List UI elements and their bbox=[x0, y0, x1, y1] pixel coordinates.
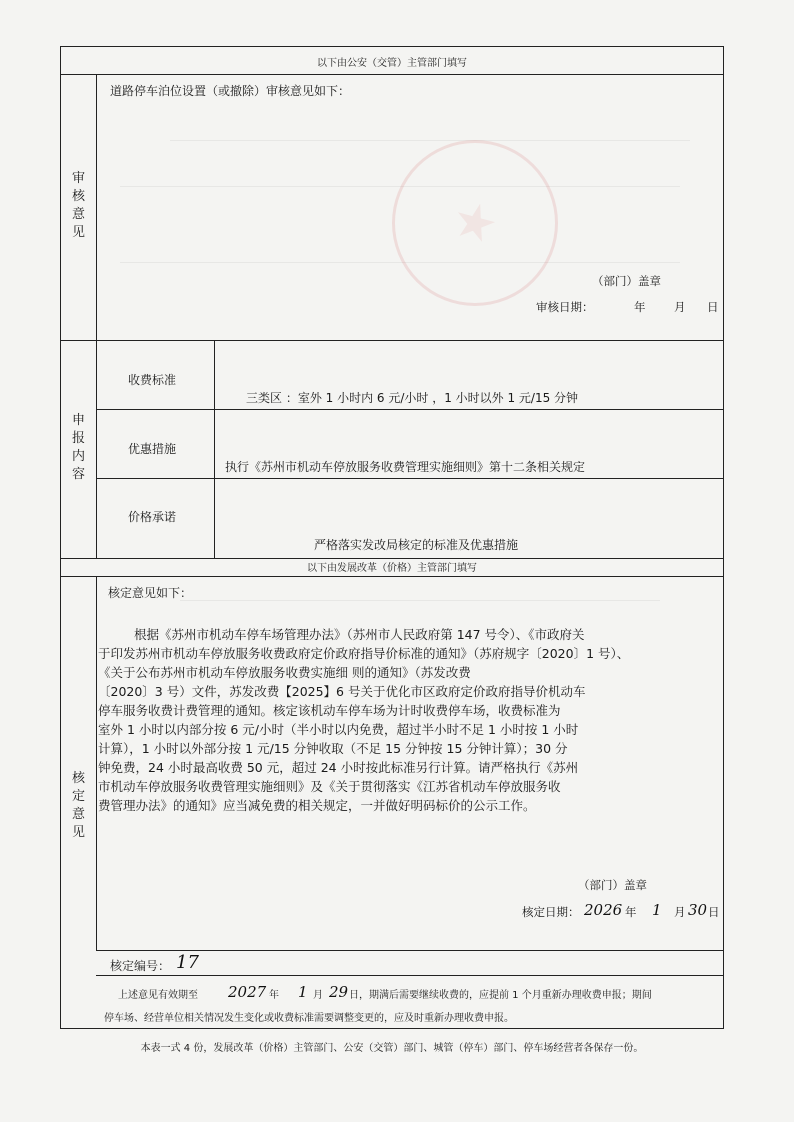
approval-body-line: 〔2020〕3 号）文件，苏发改费【2025】6 号关于优化市区政府定价政府指导价机动车 bbox=[98, 684, 586, 699]
application-side-divider bbox=[96, 340, 97, 558]
review-date-day: 日 bbox=[707, 300, 719, 314]
bleed-through-line bbox=[170, 140, 690, 141]
review-stamp-label: （部门）盖章 bbox=[592, 274, 661, 288]
divider-above-price-header bbox=[60, 558, 724, 559]
validity-day-value: 29 bbox=[329, 983, 349, 1001]
review-side-divider bbox=[96, 74, 97, 340]
divider-above-footer bbox=[96, 950, 724, 951]
divider-above-application bbox=[60, 340, 724, 341]
approval-date-year-value: 2026 bbox=[584, 901, 623, 919]
validity-month-unit: 月 bbox=[313, 990, 323, 1001]
approval-body-line: 于印发苏州市机动车停放服务收费政府定价政府指导价标准的通知》（苏府规字〔2020〕1 号）、 bbox=[98, 646, 630, 661]
discount-value: 执行《苏州市机动车停放服务收费管理实施细则》第十二条相关规定 bbox=[225, 460, 586, 474]
approval-body-line: 费管理办法》的通知》应当减免费的相关规定，一并做好明码标价的公示工作。 bbox=[98, 798, 536, 813]
approval-body-line: 室外 1 小时以内部分按 6 元/小时（半小时以内免费，超过半小时不足 1 小时按 1 小时 bbox=[98, 722, 579, 737]
approval-stamp-label: （部门）盖章 bbox=[578, 878, 647, 892]
frame-bottom-border bbox=[60, 1028, 724, 1029]
divider-under-police-header bbox=[60, 74, 724, 75]
section-header-police: 以下由公安（交管）主管部门填写 bbox=[317, 58, 467, 69]
approval-body-line: 《关于公布苏州市机动车停放服务收费实施细 则的通知》（苏发改费 bbox=[98, 665, 471, 680]
bleed-through-stamp bbox=[392, 140, 558, 306]
fee-standard-value: 三类区 ：室外 1 小时内 6 元/小时 ，1 小时以外 1 元/15 分钟 bbox=[246, 391, 579, 405]
approval-body-line: 停车服务收费计费管理的通知。核定该机动车停车场为计时收费停车场，收费标准为 bbox=[98, 703, 561, 718]
price-promise-value: 严格落实发改局核定的标准及优惠措施 bbox=[314, 538, 519, 552]
approval-date-day-unit: 日 bbox=[708, 905, 720, 919]
price-promise-label: 价格承诺 bbox=[128, 510, 177, 524]
bleed-through-line bbox=[120, 262, 680, 263]
approval-body-line: 根据《苏州市机动车停车场管理办法》（苏州市人民政府第 147 号令）、《市政府关 bbox=[134, 627, 585, 642]
application-row-divider bbox=[96, 478, 724, 479]
validity-year-value: 2027 bbox=[228, 983, 267, 1001]
approval-side-label: 核定意见 bbox=[72, 771, 86, 840]
discount-label: 优惠措施 bbox=[128, 442, 177, 456]
validity-suffix: 日，期满后需要继续收费的，应提前 1 个月重新办理收费申报；期间 bbox=[349, 990, 652, 1001]
approval-side-divider bbox=[96, 576, 97, 950]
approval-body-line: 市机动车停放服务收费管理实施细则》及《关于贯彻落实《江苏省机动车停放服务收 bbox=[98, 779, 561, 794]
frame-top-border bbox=[60, 46, 724, 47]
approval-date-month-unit: 月 bbox=[674, 905, 686, 919]
application-side-label: 申报内容 bbox=[72, 413, 86, 482]
copies-note: 本表一式 4 份，发展改革（价格）主管部门、公安（交管）部门、城管（停车）部门、停车场经营者各保存一份。 bbox=[140, 1043, 644, 1054]
fee-standard-label: 收费标准 bbox=[128, 373, 177, 387]
approval-date-month-value: 1 bbox=[652, 901, 662, 919]
divider-under-number bbox=[96, 975, 724, 976]
validity-year-unit: 年 bbox=[269, 990, 279, 1001]
review-side-label: 审核意见 bbox=[72, 171, 86, 240]
frame-right-border bbox=[723, 46, 724, 1029]
review-date-year: 年 bbox=[634, 300, 646, 314]
approval-prompt: 核定意见如下： bbox=[108, 586, 193, 600]
bleed-through-line bbox=[180, 600, 660, 601]
validity-line-2: 停车场、经营单位相关情况发生变化或收费标准需要调整变更的，应及时重新办理收费申报。 bbox=[104, 1013, 514, 1024]
frame-left-border bbox=[60, 46, 61, 1029]
review-date-month: 月 bbox=[674, 300, 686, 314]
approval-body-line: 计算），1 小时以外部分按 1 元/15 分钟收取（不足 15 分钟按 15 分钟计算）；30 分 bbox=[98, 741, 568, 756]
approval-number-value: 17 bbox=[176, 952, 199, 973]
review-date-label: 审核日期： bbox=[536, 300, 594, 314]
approval-date-year-unit: 年 bbox=[625, 905, 637, 919]
validity-prefix: 上述意见有效期至 bbox=[118, 990, 198, 1001]
application-label-divider bbox=[214, 340, 215, 558]
approval-date-label: 核定日期： bbox=[522, 905, 580, 919]
validity-month-value: 1 bbox=[298, 983, 308, 1001]
application-row-divider bbox=[96, 409, 724, 410]
divider-under-price-header bbox=[60, 576, 724, 577]
approval-number-label: 核定编号： bbox=[110, 959, 171, 973]
review-prompt: 道路停车泊位设置（或撤除）审核意见如下： bbox=[110, 84, 351, 98]
approval-date-day-value: 30 bbox=[688, 901, 708, 919]
approval-body-line: 钟免费，24 小时最高收费 50 元，超过 24 小时按此标准另行计算。请严格执行《苏州 bbox=[98, 760, 579, 775]
section-header-price: 以下由发展改革（价格）主管部门填写 bbox=[307, 563, 477, 574]
